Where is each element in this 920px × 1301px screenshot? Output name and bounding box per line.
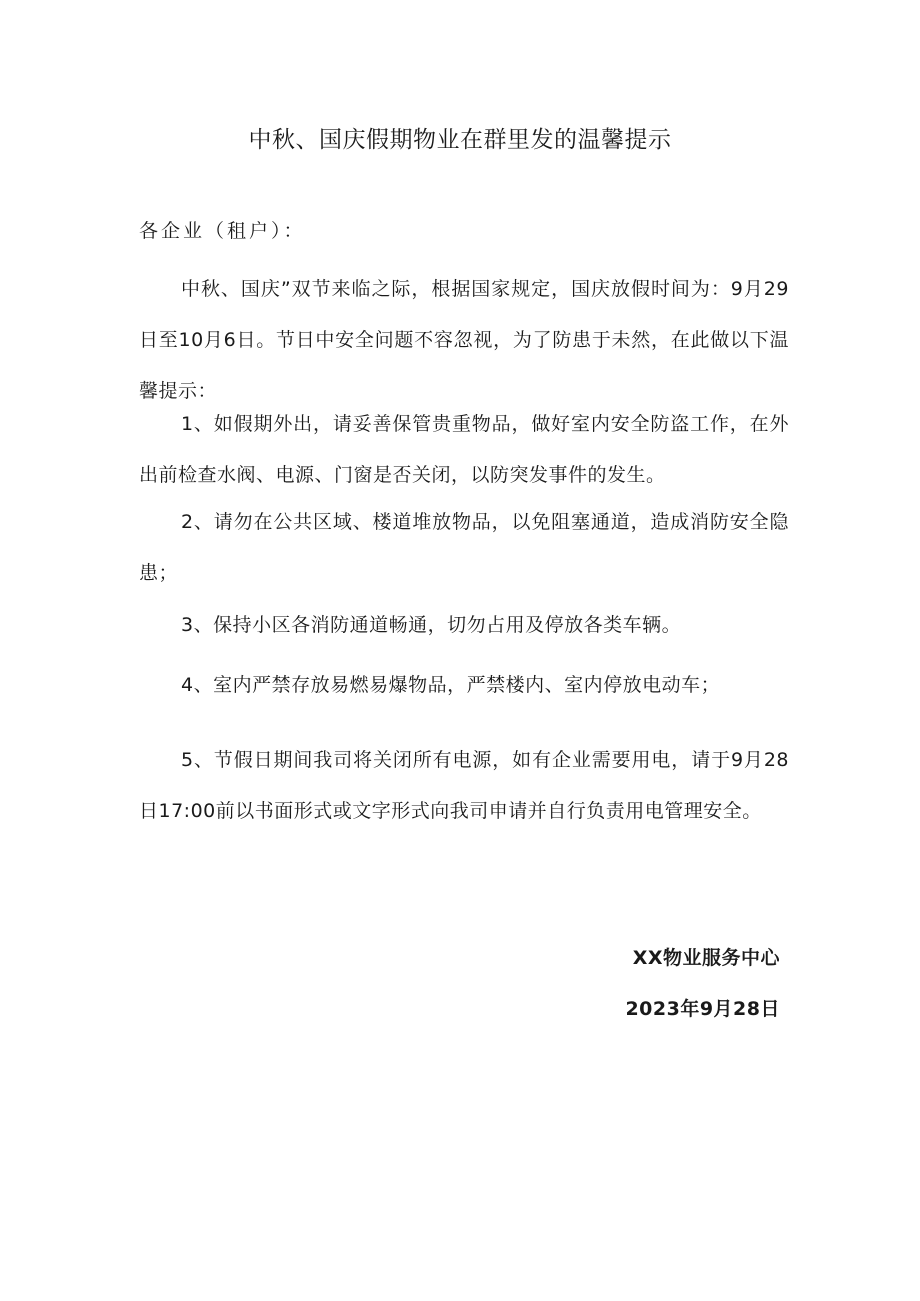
salutation: 各企业（租户）： <box>139 220 306 242</box>
notice-item-5: 5、节假日期间我司将关闭所有电源，如有企业需要用电，请于9月28日17:00前以书面形式或文字形式向我司申请并自行负责用电管理安全。 <box>139 749 789 822</box>
notice-item-1: 1、如假期外出，请妥善保管贵重物品，做好室内安全防盗工作，在外出前检查水阀、电源、门窗是否关闭，以防突发事件的发生。 <box>139 413 789 486</box>
notice-item-4: 4、室内严禁存放易燃易爆物品，严禁楼内、室内停放电动车； <box>181 674 721 696</box>
document-title: 中秋、国庆假期物业在群里发的温馨提示 <box>248 127 672 153</box>
notice-item-3: 3、保持小区各消防通道畅通，切勿占用及停放各类车辆。 <box>181 614 682 636</box>
notice-item-2: 2、请勿在公共区域、楼道堆放物品，以免阻塞通道，造成消防安全隐患； <box>139 511 789 584</box>
signature-date: 2023年9月28日 <box>625 998 780 1020</box>
signature-organization: XX物业服务中心 <box>632 947 780 969</box>
intro-paragraph: 中秋、国庆”双节来临之际，根据国家规定，国庆放假时间为：9月29日至10月6日。节日中安全问题不容忽视，为了防患于未然，在此做以下温馨提示： <box>139 278 789 402</box>
